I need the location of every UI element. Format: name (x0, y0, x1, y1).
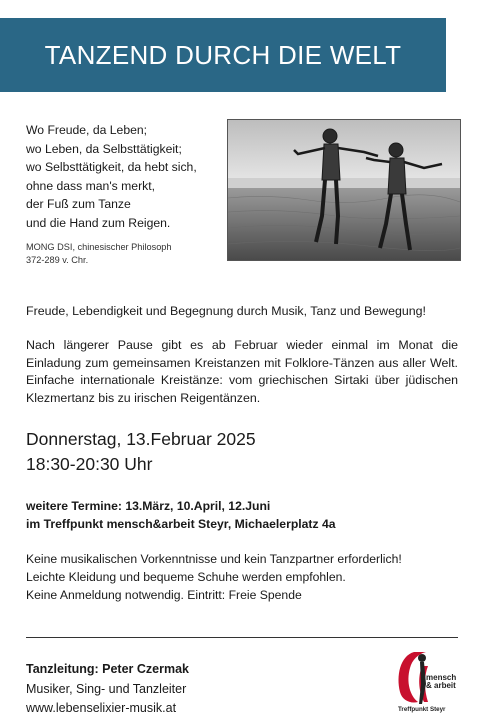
note-line: Leichte Kleidung und bequeme Schuhe werden empfohlen. (26, 570, 346, 584)
poem-line: ohne dass man's merkt, (26, 178, 155, 193)
logo-place: Treffpunkt Steyr (398, 706, 446, 713)
poem-line: der Fuß zum Tanze (26, 197, 131, 212)
title-banner (0, 18, 446, 92)
leader-role: Musiker, Sing- und Tanzleiter (26, 681, 187, 696)
poem-line: Wo Freude, da Leben; (26, 123, 148, 137)
dancers-photo (227, 119, 461, 261)
poem-author: MONG DSI, chinesischer Philosoph (26, 241, 172, 252)
tagline: Freude, Lebendigkeit und Begegnung durch Musik, Tanz und Bewegung! (26, 304, 426, 318)
poem-block (26, 121, 226, 267)
event-datetime (26, 427, 256, 477)
dance-leader: Tanzleitung: Peter Czermak (26, 662, 190, 676)
info-notes (26, 550, 402, 604)
further-dates (26, 497, 336, 533)
divider (26, 637, 458, 638)
event-location: im Treffpunkt mensch&arbeit Steyr, Michaelerplatz 4a (26, 517, 336, 531)
website-link[interactable]: www.lebenselixier-musik.at (26, 701, 177, 715)
footer (26, 660, 189, 719)
note-line: Keine Anmeldung notwendig. Eintritt: Freie Spende (26, 588, 302, 602)
poem-line: wo Leben, da Selbsttätigkeit; (26, 141, 182, 156)
event-date: Donnerstag, 13.Februar 2025 (26, 429, 256, 449)
poem-line: wo Selbsttätigkeit, da hebt sich, (26, 160, 197, 175)
poem-years: 372-289 v. Chr. (26, 254, 89, 265)
further-dates-text: weitere Termine: 13.März, 10.April, 12.Juni (26, 499, 271, 513)
poem-attribution (26, 241, 226, 267)
page-title: TANZEND DURCH DIE WELT (44, 39, 402, 70)
event-time: 18:30-20:30 Uhr (26, 454, 153, 474)
poem-line: und die Hand zum Reigen. (26, 215, 171, 230)
note-line: Keine musikalischen Vorkenntnisse und kein Tanzpartner erforderlich! (26, 552, 402, 566)
description: Nach längerer Pause gibt es ab Februar wieder einmal im Monat die Einladung zum gemeinsamen Kreistanzen mit Folklore-Tänzen aus aller Welt. Einfache internationale Kreistänze: vom griechischen Sirtaki über jüdischen Klezmertanz bis zu irischen Reigentänzen. (26, 338, 458, 405)
mensch-arbeit-logo (392, 646, 460, 716)
dancers-illustration (228, 120, 460, 260)
logo-brand: mensch & arbeit (426, 673, 457, 690)
